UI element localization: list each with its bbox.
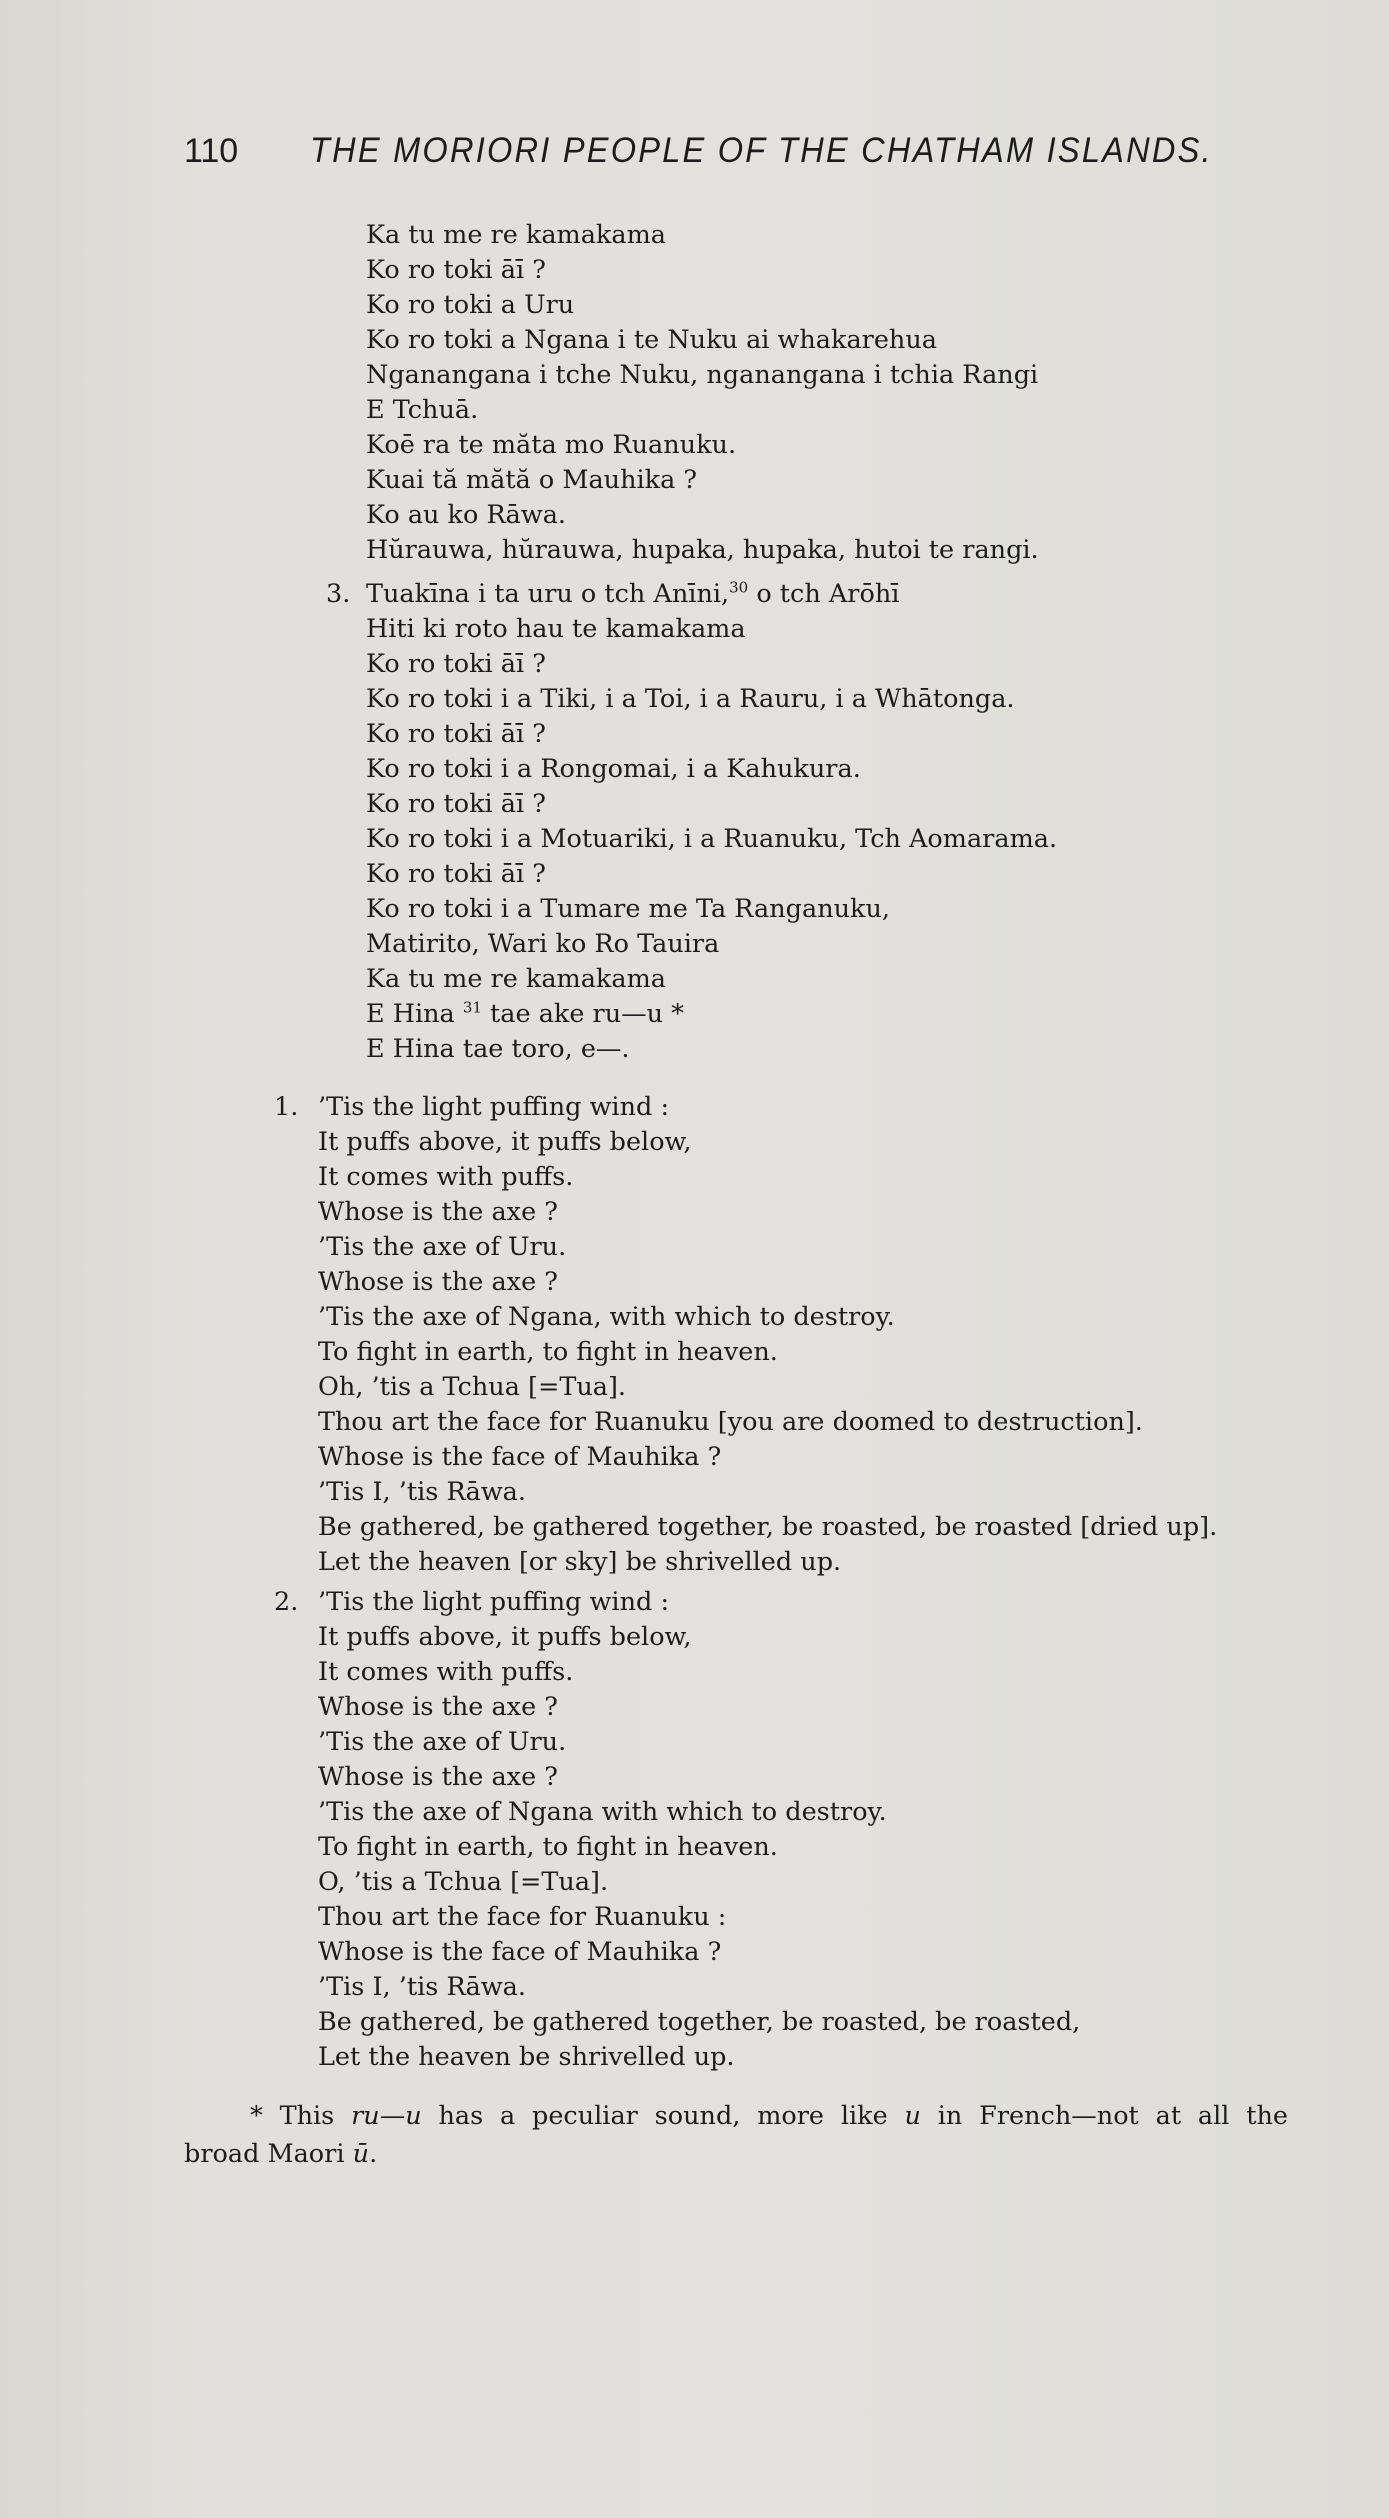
footnote-term: ru—u: [351, 2101, 422, 2131]
chant-line: Ka tu me re kamakama: [366, 964, 666, 994]
chant-line: Ko ro toki i a Tumare me Ta Ranganuku,: [366, 894, 891, 924]
translation-line: Be gathered, be gathered together, be roasted, be roasted [dried up].: [318, 1512, 1218, 1542]
chant-line: Ko au ko Rāwa.: [366, 500, 567, 530]
translation-line: Be gathered, be gathered together, be roasted, be roasted,: [318, 2007, 1081, 2037]
footnote-text: .: [369, 2139, 378, 2169]
translation-line: It comes with puffs.: [318, 1162, 574, 1192]
translation-line: Let the heaven be shrivelled up.: [318, 2042, 735, 2072]
translation-line: ’Tis I, ’tis Rāwa.: [318, 1477, 526, 1507]
verse-number: 3.: [326, 579, 351, 609]
chant-line: Matirito, Wari ko Ro Tauira: [366, 929, 720, 959]
translation-line: It puffs above, it puffs below,: [318, 1622, 692, 1652]
verse-number: 2.: [274, 1587, 299, 1617]
translation-line: O, ’tis a Tchua [=Tua].: [318, 1867, 609, 1897]
translation-line: To fight in earth, to fight in heaven.: [318, 1337, 778, 1367]
chant-line: Ka tu me re kamakama: [366, 220, 666, 250]
translation-line: Let the heaven [or sky] be shrivelled up.: [318, 1547, 842, 1577]
footnote-term: u: [904, 2101, 921, 2131]
chant-line: Ko ro toki i a Rongomai, i a Kahukura.: [366, 754, 861, 784]
chant-line: Kuai tă mătă o Mauhika ?: [366, 465, 698, 495]
verse-number: 1.: [274, 1092, 299, 1122]
translation-line: ’Tis the axe of Uru.: [318, 1727, 567, 1757]
translation-line: ’Tis I, ’tis Rāwa.: [318, 1972, 526, 2002]
chant-line: Ko ro toki āī ?: [366, 719, 546, 749]
chant-line: Ko ro toki a Ngana i te Nuku ai whakarehua: [366, 325, 937, 355]
chant-line-text: E Hina: [366, 999, 463, 1029]
chant-line-text: o tch Arōhī: [748, 579, 900, 609]
chant-line: Hiti ki roto hau te kamakama: [366, 614, 746, 644]
footnote-text: has a peculiar sound, more like: [421, 2101, 905, 2131]
chant-line: Ko ro toki āī ?: [366, 859, 546, 889]
chant-line: Nganangana i tche Nuku, nganangana i tchia Rangi: [366, 360, 1039, 390]
translation-line: Thou art the face for Ruanuku :: [318, 1902, 727, 1932]
footnote-text: broad Maori: [184, 2139, 353, 2169]
translation-line: ’Tis the axe of Ngana with which to destroy.: [318, 1797, 887, 1827]
footnote-line-2: [184, 2135, 1288, 2173]
footnote-text: * This: [250, 2101, 352, 2131]
footnote-ref-30: 30: [729, 578, 749, 597]
chant-line: Ko ro toki āī ?: [366, 649, 546, 679]
translation-line: Whose is the axe ?: [318, 1762, 558, 1792]
footnote-term: ū: [352, 2139, 370, 2169]
translation-line: Whose is the face of Mauhika ?: [318, 1442, 722, 1472]
translation-line: Thou art the face for Ruanuku [you are doomed to destruction].: [318, 1407, 1143, 1437]
translation-line: ’Tis the light puffing wind :: [318, 1092, 670, 1122]
chant-line-text: tae ake ru—u *: [481, 999, 684, 1029]
translation-line: Whose is the axe ?: [318, 1692, 558, 1722]
chant-line: Ko ro toki āī ?: [366, 789, 546, 819]
translation-line: Oh, ’tis a Tchua [=Tua].: [318, 1372, 627, 1402]
chant-line: Koē ra te măta mo Ruanuku.: [366, 430, 737, 460]
translation-line: Whose is the axe ?: [318, 1197, 558, 1227]
running-title: THE MORIORI PEOPLE OF THE CHATHAM ISLANDS.: [310, 131, 1213, 170]
chant-line: Ko ro toki i a Motuariki, i a Ruanuku, Tch Aomarama.: [366, 824, 1058, 854]
footnote-text: in French—not at all the: [920, 2101, 1288, 2131]
chant-line: E Hina tae toro, e—.: [366, 1034, 630, 1064]
chant-line: Ko ro toki a Uru: [366, 290, 575, 320]
translation-line: Whose is the face of Mauhika ?: [318, 1937, 722, 1967]
footnote: [184, 2097, 1288, 2173]
chant-line: [366, 997, 684, 1032]
translation-line: It puffs above, it puffs below,: [318, 1127, 692, 1157]
chant-line: [366, 577, 899, 612]
translation-line: ’Tis the axe of Uru.: [318, 1232, 567, 1262]
chant-line: Ko ro toki i a Tiki, i a Toi, i a Rauru, i a Whātonga.: [366, 684, 1015, 714]
footnote-ref-31: 31: [462, 998, 482, 1017]
footnote-line-1: [184, 2097, 1288, 2135]
page-header: [184, 126, 1213, 176]
chant-line: E Tchuā.: [366, 395, 479, 425]
translation-line: Whose is the axe ?: [318, 1267, 558, 1297]
translation-line: ’Tis the light puffing wind :: [318, 1587, 670, 1617]
translation-line: ’Tis the axe of Ngana, with which to destroy.: [318, 1302, 895, 1332]
translation-line: To fight in earth, to fight in heaven.: [318, 1832, 778, 1862]
chant-line: Hŭrauwa, hŭrauwa, hupaka, hupaka, hutoi te rangi.: [366, 535, 1039, 565]
chant-line: Ko ro toki āī ?: [366, 255, 546, 285]
translation-line: It comes with puffs.: [318, 1657, 574, 1687]
page-number: 110: [184, 132, 239, 170]
chant-line-text: Tuakīna i ta uru o tch Anīni,: [366, 579, 730, 609]
